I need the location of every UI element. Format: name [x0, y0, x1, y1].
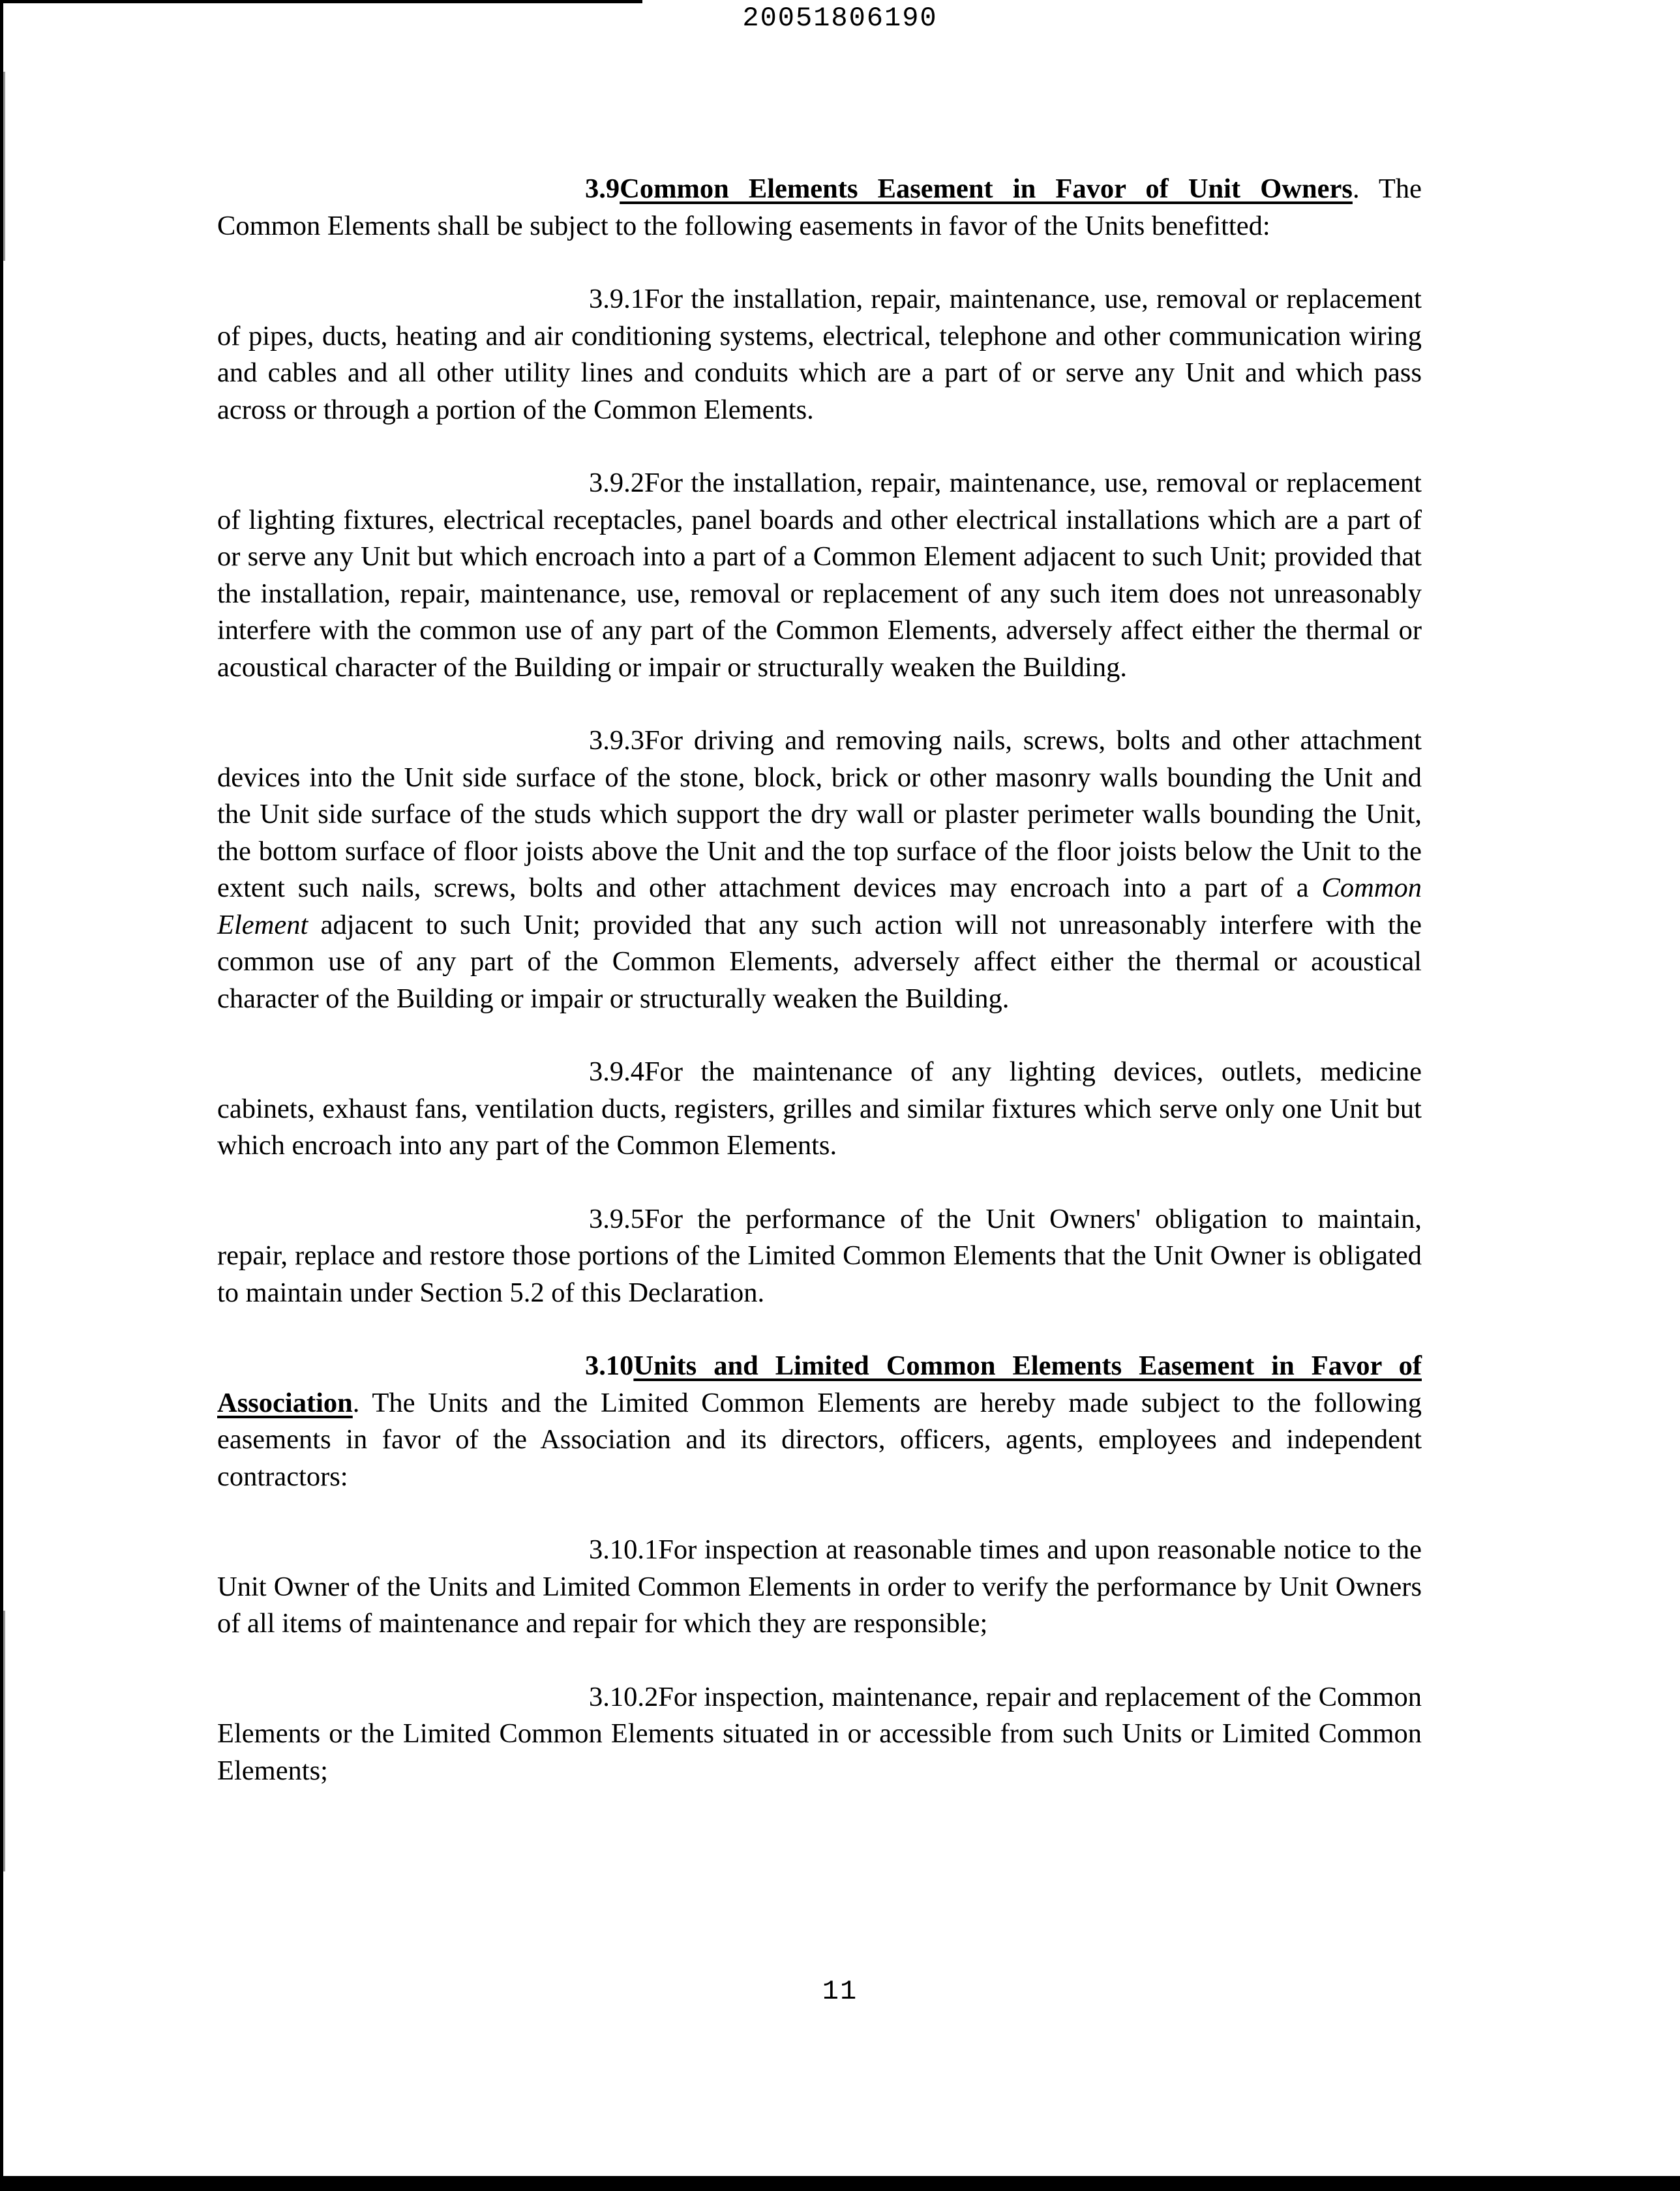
- subsection-text: For the maintenance of any lighting devices, outlets, medicine cabinets, exhaust fans, ventilation ducts, registers, grilles and similar fixtures which serve only one Unit but which encroach into any part of the Common Elements.: [217, 1056, 1422, 1161]
- section-number: 3.9: [585, 173, 620, 204]
- subsection-text: adjacent to such Unit; provided that any such action will not unreasonably interfere with the common use of any part of the Common Elements, adversely affect either the thermal or acoustical character of the Building or impair or structurally weaken the Building.: [217, 909, 1422, 1014]
- scan-margin-mark: [3, 1611, 5, 1871]
- section-3-10-2: [217, 1679, 1422, 1790]
- scan-bottom-edge: [0, 2176, 1680, 2191]
- section-text: . The Common Elements shall be subject to the following easements in favor of the Units benefitted:: [217, 173, 1422, 241]
- page-number: 11: [822, 1976, 858, 2007]
- subsection-number: 3.9.1: [589, 284, 644, 314]
- subsection-number: 3.9.5: [589, 1203, 644, 1234]
- section-heading: Common Elements Easement in Favor of Unit Owners: [620, 173, 1353, 204]
- document-number: 20051806190: [742, 3, 938, 34]
- section-3-9-2: [217, 465, 1422, 686]
- subsection-text: For driving and removing nails, screws, bolts and other attachment devices into the Unit side surface of the stone, block, brick or other masonry walls bounding the Unit and the Unit side surface of the studs which support the dry wall or plaster perimeter walls bounding the Unit, the bottom surface of floor joists above the Unit and the top surface of the floor joists below the Unit to the extent such nails, screws, bolts and other attachment devices may encroach into a part of a: [217, 725, 1422, 903]
- subsection-text-italic: Common Element: [217, 872, 1422, 940]
- subsection-number: 3.10.2: [589, 1681, 659, 1712]
- section-text: . The Units and the Limited Common Elements are hereby made subject to the following easements in favor of the Association and its directors, officers, agents, employees and independent contractors:: [217, 1387, 1422, 1492]
- section-3-9: [217, 171, 1422, 245]
- subsection-text: For inspection at reasonable times and upon reasonable notice to the Unit Owner of the Units and Limited Common Elements in order to verify the performance by Unit Owners of all items of maintenance and repair for which they are responsible;: [217, 1534, 1422, 1639]
- subsection-text: For the installation, repair, maintenance, use, removal or replacement of lighting fixtures, electrical receptacles, panel boards and other electrical installations which are a part of or serve any Unit but which encroach into a part of a Common Element adjacent to such Unit; provided that the installation, repair, maintenance, use, removal or replacement of any such item does not unreasonably interfere with the common use of any part of the Common Elements, adversely affect either the thermal or acoustical character of the Building or impair or structurally weaken the Building.: [217, 468, 1422, 683]
- scan-margin-mark: [3, 72, 5, 261]
- section-3-10-1: [217, 1532, 1422, 1643]
- subsection-number: 3.9.2: [589, 468, 644, 498]
- subsection-text: For the performance of the Unit Owners' obligation to maintain, repair, replace and restore those portions of the Limited Common Elements that the Unit Owner is obligated to maintain under Section 5.2 of this Declaration.: [217, 1203, 1422, 1308]
- section-3-9-5: [217, 1201, 1422, 1312]
- subsection-number: 3.9.4: [589, 1056, 644, 1087]
- section-3-9-1: [217, 281, 1422, 428]
- document-body: [217, 171, 1422, 1826]
- subsection-text: For the installation, repair, maintenance, use, removal or replacement of pipes, ducts, heating and air conditioning systems, electrical, telephone and other communication wiring and cables and all other utility lines and conduits which are a part of or serve any Unit and which pass across or through a portion of the Common Elements.: [217, 284, 1422, 425]
- section-3-10: [217, 1348, 1422, 1495]
- subsection-text: For inspection, maintenance, repair and replacement of the Common Elements or the Limited Common Elements situated in or accessible from such Units or Limited Common Elements;: [217, 1681, 1422, 1786]
- section-3-9-4: [217, 1054, 1422, 1165]
- section-number: 3.10: [585, 1350, 634, 1381]
- section-heading: Units and Limited Common Elements Easement in Favor of Association: [217, 1350, 1422, 1418]
- subsection-number: 3.9.3: [589, 725, 644, 756]
- section-3-9-3: [217, 723, 1422, 1017]
- subsection-number: 3.10.1: [589, 1534, 659, 1565]
